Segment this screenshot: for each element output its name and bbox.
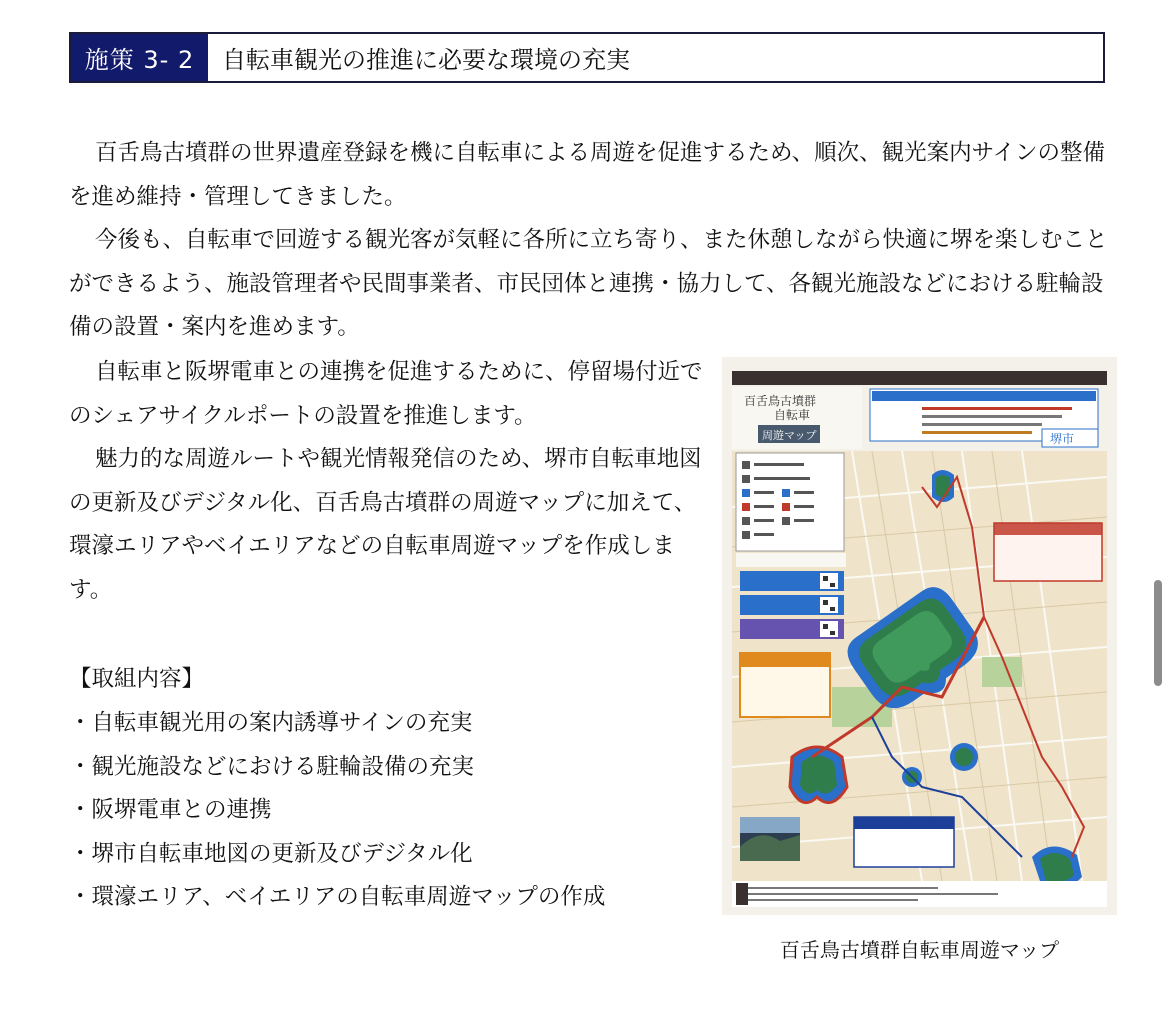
cycling-map-image	[722, 357, 1117, 915]
initiative-item: ・自転車観光用の案内誘導サインの充実	[69, 710, 473, 736]
map-title-line-3: 周遊マップ	[762, 429, 817, 442]
paragraph-2-text: 今後も、自転車で回遊する観光客が気軽に各所に立ち寄り、また休憩しながら快適に堺を楽しむことができるよう、施設管理者や民間事業者、市民団体と連携・協力して、各観光施設などにおける駐輪設備の設置・案内を進めます。	[69, 227, 1108, 340]
cycling-map-illustration	[722, 357, 1117, 915]
paragraph-4-text: 魅力的な周遊ルートや観光情報発信のため、堺市自転車地図の更新及びデジタル化、百舌鳥古墳群の周遊マップに加えて、環濠エリアやベイエリアなどの自転車周遊マップを作成します。	[69, 446, 702, 603]
map-city-label: 堺市	[1050, 432, 1075, 446]
initiative-item: ・環濠エリア、ベイエリアの自転車周遊マップの作成	[69, 884, 606, 911]
initiative-item: ・堺市自転車地図の更新及びデジタル化	[69, 840, 473, 867]
paragraph-1-text: 百舌鳥古墳群の世界遺産登録を機に自転車による周遊を促進するため、順次、観光案内サインの整備を進め維持・管理してきました。	[69, 140, 1106, 210]
initiatives-list	[69, 702, 605, 920]
map-caption: 百舌鳥古墳群自転車周遊マップ	[779, 938, 1060, 962]
vertical-scrollbar[interactable]	[1154, 580, 1162, 686]
section-header	[69, 32, 1105, 83]
paragraph-3-text: 自転車と阪堺電車との連携を促進するために、停留場付近でのシェアサイクルポートの設置を推進します。	[69, 359, 703, 429]
initiative-item: ・観光施設などにおける駐輪設備の充実	[69, 753, 475, 780]
paragraph-1	[69, 132, 1109, 219]
initiative-item: ・阪堺電車との連携	[69, 797, 272, 824]
section-title: 自転車観光の推進に必要な環境の充実	[222, 46, 630, 74]
paragraph-4	[69, 438, 703, 612]
map-title-line-2: 自転車	[774, 408, 811, 422]
map-title-line-1: 百舌鳥古墳群	[744, 394, 817, 408]
paragraph-3	[69, 351, 703, 438]
section-number-tag: 施策 3- 2	[71, 34, 208, 81]
initiatives-heading: 【取組内容】	[69, 666, 205, 692]
paragraph-2	[69, 219, 1109, 350]
